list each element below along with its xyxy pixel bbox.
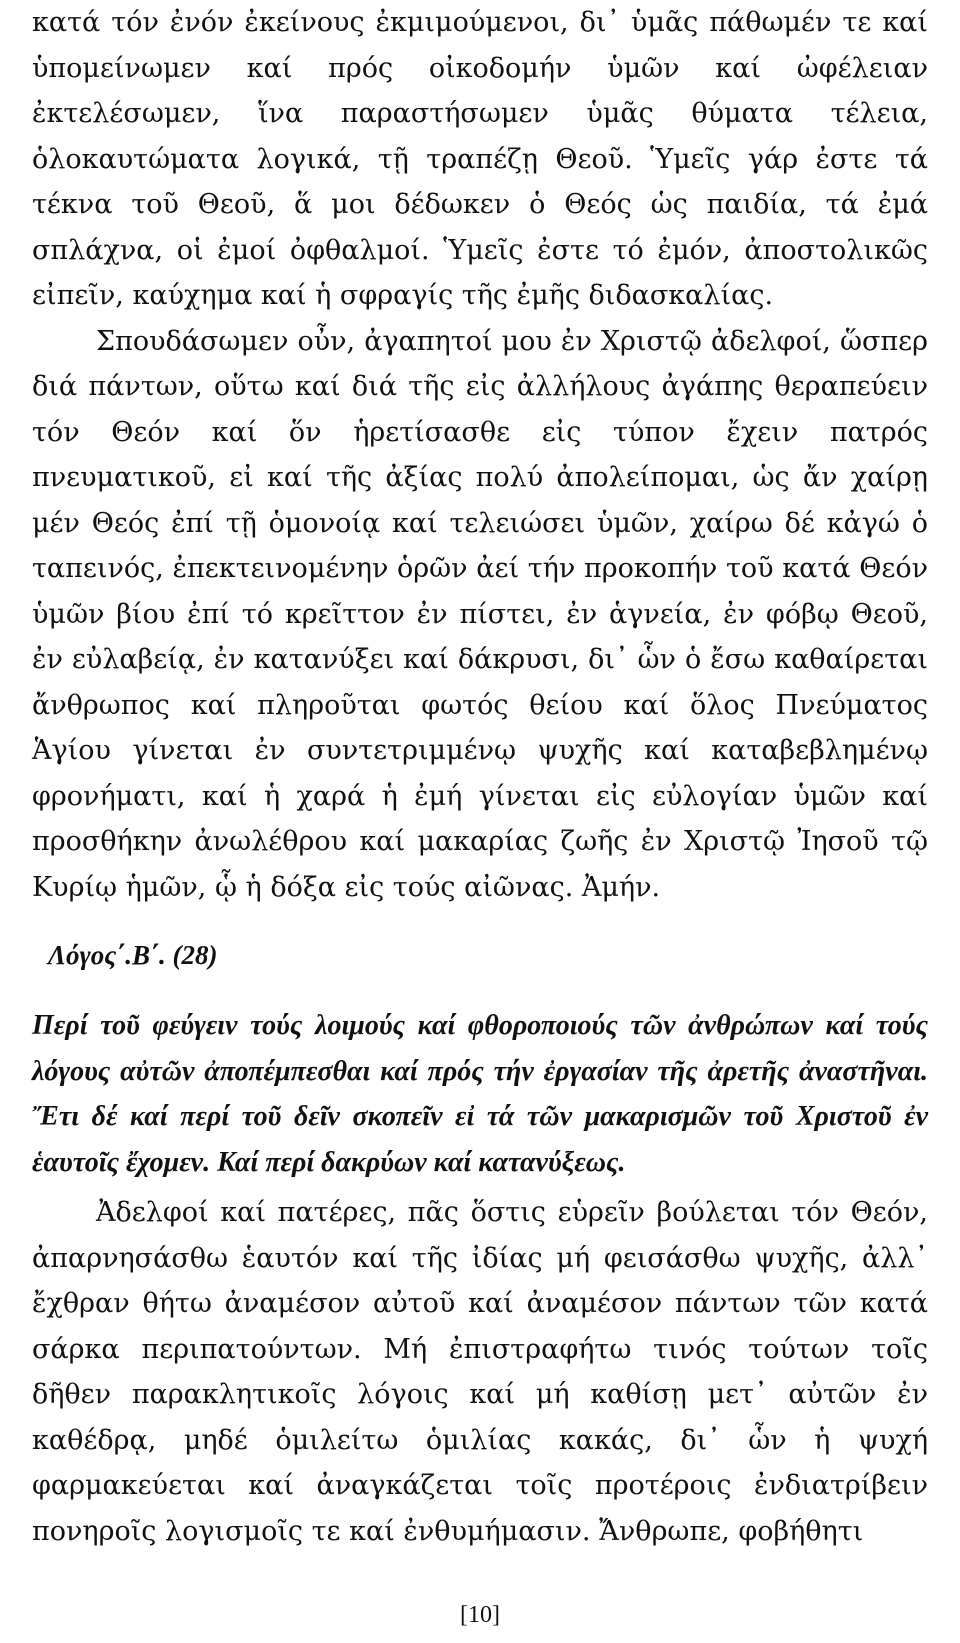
discourse-title: Περί τοῦ φεύγειν τούς λοιμούς καί φθοροποιούς τῶν ἀνθρώπων καί τούς λόγους αὐτῶν ἀποπέμπεσθαι καί πρός τήν ἐργασίαν τῆς ἀρετῆς ἀναστῆναι. Ἔτι δέ καί περί τοῦ δεῖν σκοπεῖν εἰ τά τῶν μακαρισμῶν τοῦ Χριστοῦ ἐν ἑαυτοῖς ἔχομεν. Καί περί δακρύων καί κατανύξεως. (32, 1010, 928, 1178)
body-paragraph-text: Ἀδελφοί καί πατέρες, πᾶς ὅστις εὑρεῖν βούλεται τόν Θεόν, ἀπαρνησάσθω ἑαυτόν καί τῆς ἰδίας μή φεισάσθω ψυχῆς, ἀλλ᾿ ἔχθραν θήτω ἀναμέσον αὐτοῦ καί ἀναμέσον πάντων τῶν κατά σάρκα περιπατούντων. Μή ἐπιστραφήτω τινός τούτων τοῖς δῆθεν παρακλητικοῖς λόγοις καί μή καθίσῃ μετ᾿ αὐτῶν ἐν καθέδρᾳ, μηδέ ὁμιλείτω ὁμιλίας κακάς, δι᾿ ὧν ἡ ψυχή φαρμακεύεται καί ἀναγκάζεται τοῖς προτέροις ἐνδιατρίβειν πονηροῖς λογισμοῖς τε καί ἐνθυμήμασιν. Ἄνθρωπε, φοβήθητι (32, 1197, 928, 1547)
closing-paragraph-text: Σπουδάσωμεν οὖν, ἀγαπητοί μου ἐν Χριστῷ ἀδελφοί, ὥσπερ διά πάντων, οὕτω καί διά τῆς εἰς ἀλλήλους ἀγάπης θεραπεύειν τόν Θεόν καί ὅν ἡρετίσασθε εἰς τύπον ἔχειν πατρός πνευματικοῦ, εἰ καί τῆς ἀξίας πολύ ἀπολείπομαι, ὡς ἄν χαίρῃ μέν Θεός ἐπί τῇ ὁμονοίᾳ καί τελειώσει ὑμῶν, χαίρω δέ κἀγώ ὁ ταπεινός, ἐπεκτεινομένην ὁρῶν ἀεί τήν προκοπήν τοῦ κατά Θεόν ὑμῶν βίου ἐπί τό κρεῖττον ἐν πίστει, ἐν ἁγνεία, ἐν φόβῳ Θεοῦ, ἐν εὐλαβείᾳ, ἐν κατανύξει καί δάκρυσι, δι᾿ ὧν ὁ ἔσω καθαίρεται ἄνθρωπος καί πληροῦται φωτός θείου καί ὅλος Πνεύματος Ἁγίου γίνεται ἐν συντετριμμένῳ ψυχῆς καί καταβεβλημένῳ φρονήματι, καί ἡ χαρά ἡ ἐμή γίνεται εἰς εὐλογίαν ὑμῶν καί προσθήκην ἀνωλέθρου καί μακαρίας ζωῆς ἐν Χριστῷ Ἰησοῦ τῷ Κυρίῳ ἡμῶν, ᾧ ἡ δόξα εἰς τούς αἰῶνας. Ἀμήν. (32, 325, 928, 903)
page-number: [10] (460, 1602, 500, 1628)
continuation-paragraph: κατά τόν ἐνόν ἐκείνους ἐκμιμούμενοι, δι᾿ ὑμᾶς πάθωμέν τε καί ὑπομείνωμεν καί πρός οἰκοδομήν ὑμῶν καί ὠφέλειαν ἐκτελέσωμεν, ἵνα παραστήσωμεν ὑμᾶς θύματα τέλεια, ὁλοκαυτώματα λογικά, τῇ τραπέζῃ Θεοῦ. Ὑμεῖς γάρ ἐστε τά τέκνα τοῦ Θεοῦ, ἅ μοι δέδωκεν ὁ Θεός ὡς παιδία, τά ἐμά σπλάχνα, οἱ ἐμοί ὀφθαλμοί. Ὑμεῖς ἐστε τό ἐμόν, ἀποστολικῶς εἰπεῖν, καύχημα καί ἡ σφραγίς τῆς ἐμῆς διδασκαλίας. (32, 7, 928, 311)
text-block-upper (32, 0, 928, 910)
closing-paragraph (32, 319, 928, 911)
discourse-number: Λόγος΄.Β΄. (28) (48, 940, 218, 970)
body-paragraph (32, 1190, 928, 1554)
